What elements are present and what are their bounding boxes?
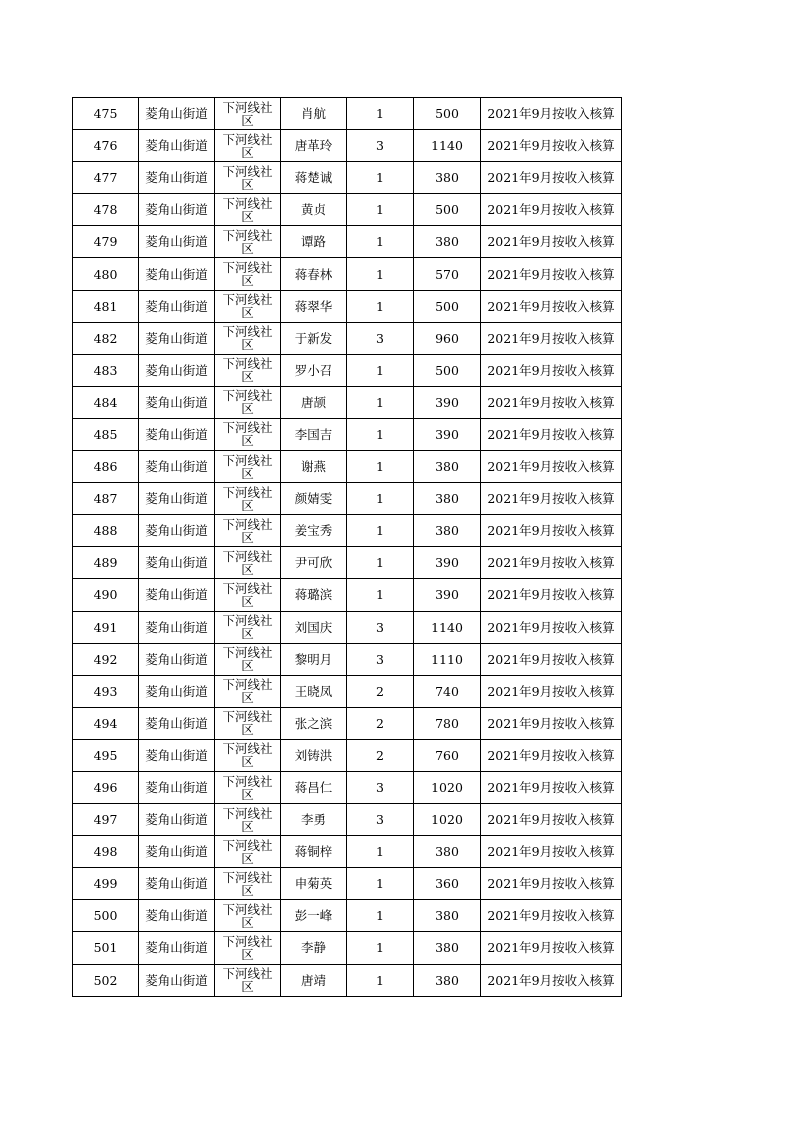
table-row bbox=[73, 290, 622, 322]
community-text: 下河线社区 bbox=[222, 548, 273, 577]
cell-amount: 760 bbox=[414, 739, 481, 771]
cell-community bbox=[215, 515, 281, 547]
cell-note: 2021年9月按收入核算 bbox=[481, 418, 622, 450]
cell-street: 菱角山街道 bbox=[139, 643, 215, 675]
cell-serial-number: 490 bbox=[73, 579, 139, 611]
cell-serial-number: 487 bbox=[73, 483, 139, 515]
cell-note: 2021年9月按收入核算 bbox=[481, 836, 622, 868]
cell-note: 2021年9月按收入核算 bbox=[481, 675, 622, 707]
cell-serial-number: 499 bbox=[73, 868, 139, 900]
cell-amount: 390 bbox=[414, 386, 481, 418]
cell-street: 菱角山街道 bbox=[139, 386, 215, 418]
cell-note: 2021年9月按收入核算 bbox=[481, 643, 622, 675]
cell-name: 罗小召 bbox=[281, 354, 347, 386]
cell-community bbox=[215, 451, 281, 483]
cell-name: 尹可欣 bbox=[281, 547, 347, 579]
cell-note: 2021年9月按收入核算 bbox=[481, 515, 622, 547]
table-row bbox=[73, 739, 622, 771]
table-row bbox=[73, 98, 622, 130]
cell-note: 2021年9月按收入核算 bbox=[481, 739, 622, 771]
cell-street: 菱角山街道 bbox=[139, 707, 215, 739]
table-row bbox=[73, 611, 622, 643]
cell-name: 谭路 bbox=[281, 226, 347, 258]
cell-serial-number: 486 bbox=[73, 451, 139, 483]
cell-household-size: 1 bbox=[347, 226, 414, 258]
cell-household-size: 1 bbox=[347, 900, 414, 932]
community-text: 下河线社区 bbox=[222, 805, 273, 834]
table-row bbox=[73, 932, 622, 964]
table-row bbox=[73, 451, 622, 483]
cell-note: 2021年9月按收入核算 bbox=[481, 483, 622, 515]
table-row bbox=[73, 226, 622, 258]
table-row bbox=[73, 354, 622, 386]
cell-household-size: 1 bbox=[347, 483, 414, 515]
cell-name: 蒋楚诚 bbox=[281, 162, 347, 194]
cell-street: 菱角山街道 bbox=[139, 611, 215, 643]
cell-street: 菱角山街道 bbox=[139, 354, 215, 386]
table-row bbox=[73, 771, 622, 803]
cell-street: 菱角山街道 bbox=[139, 964, 215, 996]
community-text: 下河线社区 bbox=[222, 741, 273, 770]
cell-serial-number: 497 bbox=[73, 804, 139, 836]
cell-household-size: 1 bbox=[347, 258, 414, 290]
cell-serial-number: 483 bbox=[73, 354, 139, 386]
cell-amount: 380 bbox=[414, 964, 481, 996]
cell-amount: 380 bbox=[414, 451, 481, 483]
table-row bbox=[73, 194, 622, 226]
table-row bbox=[73, 707, 622, 739]
cell-household-size: 1 bbox=[347, 290, 414, 322]
cell-amount: 380 bbox=[414, 226, 481, 258]
table-row bbox=[73, 900, 622, 932]
cell-name: 李国吉 bbox=[281, 418, 347, 450]
cell-note: 2021年9月按收入核算 bbox=[481, 771, 622, 803]
community-text: 下河线社区 bbox=[222, 613, 273, 642]
cell-household-size: 1 bbox=[347, 547, 414, 579]
cell-household-size: 3 bbox=[347, 771, 414, 803]
cell-community bbox=[215, 868, 281, 900]
cell-name: 黄贞 bbox=[281, 194, 347, 226]
community-text: 下河线社区 bbox=[222, 388, 273, 417]
cell-serial-number: 501 bbox=[73, 932, 139, 964]
cell-community bbox=[215, 579, 281, 611]
cell-name: 彭一峰 bbox=[281, 900, 347, 932]
cell-community bbox=[215, 194, 281, 226]
cell-household-size: 2 bbox=[347, 707, 414, 739]
cell-name: 张之滨 bbox=[281, 707, 347, 739]
cell-name: 蒋铜梓 bbox=[281, 836, 347, 868]
cell-serial-number: 500 bbox=[73, 900, 139, 932]
cell-name: 唐颉 bbox=[281, 386, 347, 418]
cell-note: 2021年9月按收入核算 bbox=[481, 354, 622, 386]
community-text: 下河线社区 bbox=[222, 645, 273, 674]
cell-community bbox=[215, 130, 281, 162]
community-text: 下河线社区 bbox=[222, 356, 273, 385]
cell-name: 唐靖 bbox=[281, 964, 347, 996]
cell-street: 菱角山街道 bbox=[139, 900, 215, 932]
community-text: 下河线社区 bbox=[222, 933, 273, 962]
community-text: 下河线社区 bbox=[222, 677, 273, 706]
cell-name: 蒋璐滨 bbox=[281, 579, 347, 611]
cell-note: 2021年9月按收入核算 bbox=[481, 162, 622, 194]
cell-amount: 390 bbox=[414, 547, 481, 579]
cell-note: 2021年9月按收入核算 bbox=[481, 804, 622, 836]
cell-community bbox=[215, 290, 281, 322]
cell-amount: 380 bbox=[414, 483, 481, 515]
cell-community bbox=[215, 643, 281, 675]
community-text: 下河线社区 bbox=[222, 580, 273, 609]
cell-amount: 1020 bbox=[414, 804, 481, 836]
table-row bbox=[73, 418, 622, 450]
cell-household-size: 1 bbox=[347, 579, 414, 611]
cell-street: 菱角山街道 bbox=[139, 868, 215, 900]
cell-note: 2021年9月按收入核算 bbox=[481, 707, 622, 739]
cell-street: 菱角山街道 bbox=[139, 162, 215, 194]
cell-community bbox=[215, 386, 281, 418]
table-row bbox=[73, 322, 622, 354]
cell-community bbox=[215, 547, 281, 579]
cell-household-size: 1 bbox=[347, 836, 414, 868]
cell-serial-number: 493 bbox=[73, 675, 139, 707]
cell-note: 2021年9月按收入核算 bbox=[481, 451, 622, 483]
cell-serial-number: 484 bbox=[73, 386, 139, 418]
cell-name: 蒋昌仁 bbox=[281, 771, 347, 803]
cell-serial-number: 477 bbox=[73, 162, 139, 194]
cell-note: 2021年9月按收入核算 bbox=[481, 226, 622, 258]
cell-serial-number: 488 bbox=[73, 515, 139, 547]
cell-amount: 380 bbox=[414, 900, 481, 932]
cell-street: 菱角山街道 bbox=[139, 932, 215, 964]
cell-note: 2021年9月按收入核算 bbox=[481, 868, 622, 900]
cell-household-size: 3 bbox=[347, 804, 414, 836]
cell-serial-number: 482 bbox=[73, 322, 139, 354]
cell-amount: 380 bbox=[414, 515, 481, 547]
records-table bbox=[72, 97, 622, 997]
cell-amount: 380 bbox=[414, 162, 481, 194]
cell-street: 菱角山街道 bbox=[139, 483, 215, 515]
community-text: 下河线社区 bbox=[222, 709, 273, 738]
table-row bbox=[73, 386, 622, 418]
table-row bbox=[73, 836, 622, 868]
cell-amount: 500 bbox=[414, 98, 481, 130]
cell-street: 菱角山街道 bbox=[139, 675, 215, 707]
table-row bbox=[73, 964, 622, 996]
cell-amount: 360 bbox=[414, 868, 481, 900]
cell-street: 菱角山街道 bbox=[139, 194, 215, 226]
cell-street: 菱角山街道 bbox=[139, 836, 215, 868]
cell-note: 2021年9月按收入核算 bbox=[481, 290, 622, 322]
community-text: 下河线社区 bbox=[222, 260, 273, 289]
cell-street: 菱角山街道 bbox=[139, 451, 215, 483]
cell-community bbox=[215, 932, 281, 964]
cell-note: 2021年9月按收入核算 bbox=[481, 194, 622, 226]
cell-note: 2021年9月按收入核算 bbox=[481, 547, 622, 579]
cell-serial-number: 475 bbox=[73, 98, 139, 130]
community-text: 下河线社区 bbox=[222, 292, 273, 321]
cell-household-size: 1 bbox=[347, 964, 414, 996]
cell-amount: 1140 bbox=[414, 611, 481, 643]
cell-name: 王晓凤 bbox=[281, 675, 347, 707]
cell-household-size: 1 bbox=[347, 386, 414, 418]
cell-community bbox=[215, 162, 281, 194]
cell-amount: 780 bbox=[414, 707, 481, 739]
cell-household-size: 1 bbox=[347, 515, 414, 547]
community-text: 下河线社区 bbox=[222, 966, 273, 995]
cell-community bbox=[215, 98, 281, 130]
table-body bbox=[73, 98, 622, 997]
community-text: 下河线社区 bbox=[222, 420, 273, 449]
cell-serial-number: 496 bbox=[73, 771, 139, 803]
cell-amount: 740 bbox=[414, 675, 481, 707]
cell-note: 2021年9月按收入核算 bbox=[481, 579, 622, 611]
cell-amount: 500 bbox=[414, 290, 481, 322]
cell-household-size: 1 bbox=[347, 932, 414, 964]
cell-name: 申菊英 bbox=[281, 868, 347, 900]
community-text: 下河线社区 bbox=[222, 484, 273, 513]
cell-street: 菱角山街道 bbox=[139, 579, 215, 611]
cell-community bbox=[215, 483, 281, 515]
table-row bbox=[73, 675, 622, 707]
community-text: 下河线社区 bbox=[222, 131, 273, 160]
cell-street: 菱角山街道 bbox=[139, 226, 215, 258]
cell-serial-number: 492 bbox=[73, 643, 139, 675]
cell-note: 2021年9月按收入核算 bbox=[481, 611, 622, 643]
cell-community bbox=[215, 354, 281, 386]
cell-community bbox=[215, 804, 281, 836]
table-row bbox=[73, 643, 622, 675]
community-text: 下河线社区 bbox=[222, 163, 273, 192]
cell-household-size: 1 bbox=[347, 162, 414, 194]
cell-note: 2021年9月按收入核算 bbox=[481, 932, 622, 964]
table-row bbox=[73, 130, 622, 162]
cell-household-size: 1 bbox=[347, 354, 414, 386]
cell-amount: 390 bbox=[414, 579, 481, 611]
cell-community bbox=[215, 418, 281, 450]
community-text: 下河线社区 bbox=[222, 227, 273, 256]
cell-street: 菱角山街道 bbox=[139, 258, 215, 290]
cell-amount: 570 bbox=[414, 258, 481, 290]
table-row bbox=[73, 483, 622, 515]
cell-community bbox=[215, 226, 281, 258]
cell-community bbox=[215, 707, 281, 739]
cell-note: 2021年9月按收入核算 bbox=[481, 386, 622, 418]
cell-serial-number: 491 bbox=[73, 611, 139, 643]
cell-amount: 960 bbox=[414, 322, 481, 354]
cell-household-size: 1 bbox=[347, 418, 414, 450]
table-row bbox=[73, 579, 622, 611]
table-row bbox=[73, 804, 622, 836]
cell-amount: 390 bbox=[414, 418, 481, 450]
cell-street: 菱角山街道 bbox=[139, 515, 215, 547]
table-row bbox=[73, 162, 622, 194]
cell-name: 颜婧雯 bbox=[281, 483, 347, 515]
cell-household-size: 2 bbox=[347, 675, 414, 707]
community-text: 下河线社区 bbox=[222, 837, 273, 866]
cell-community bbox=[215, 964, 281, 996]
community-text: 下河线社区 bbox=[222, 324, 273, 353]
cell-street: 菱角山街道 bbox=[139, 739, 215, 771]
cell-serial-number: 485 bbox=[73, 418, 139, 450]
cell-name: 李静 bbox=[281, 932, 347, 964]
cell-note: 2021年9月按收入核算 bbox=[481, 322, 622, 354]
community-text: 下河线社区 bbox=[222, 516, 273, 545]
community-text: 下河线社区 bbox=[222, 901, 273, 930]
cell-household-size: 3 bbox=[347, 322, 414, 354]
cell-note: 2021年9月按收入核算 bbox=[481, 98, 622, 130]
cell-serial-number: 502 bbox=[73, 964, 139, 996]
cell-household-size: 1 bbox=[347, 98, 414, 130]
cell-community bbox=[215, 611, 281, 643]
table-row bbox=[73, 547, 622, 579]
cell-note: 2021年9月按收入核算 bbox=[481, 964, 622, 996]
cell-serial-number: 495 bbox=[73, 739, 139, 771]
cell-street: 菱角山街道 bbox=[139, 130, 215, 162]
cell-amount: 500 bbox=[414, 194, 481, 226]
cell-note: 2021年9月按收入核算 bbox=[481, 900, 622, 932]
cell-serial-number: 489 bbox=[73, 547, 139, 579]
cell-street: 菱角山街道 bbox=[139, 290, 215, 322]
community-text: 下河线社区 bbox=[222, 452, 273, 481]
cell-name: 蒋翠华 bbox=[281, 290, 347, 322]
community-text: 下河线社区 bbox=[222, 869, 273, 898]
cell-street: 菱角山街道 bbox=[139, 547, 215, 579]
cell-community bbox=[215, 836, 281, 868]
cell-street: 菱角山街道 bbox=[139, 98, 215, 130]
cell-street: 菱角山街道 bbox=[139, 418, 215, 450]
cell-amount: 1140 bbox=[414, 130, 481, 162]
cell-community bbox=[215, 739, 281, 771]
cell-name: 姜宝秀 bbox=[281, 515, 347, 547]
cell-note: 2021年9月按收入核算 bbox=[481, 258, 622, 290]
cell-name: 黎明月 bbox=[281, 643, 347, 675]
cell-household-size: 1 bbox=[347, 194, 414, 226]
community-text: 下河线社区 bbox=[222, 773, 273, 802]
cell-serial-number: 476 bbox=[73, 130, 139, 162]
cell-amount: 380 bbox=[414, 932, 481, 964]
cell-amount: 1020 bbox=[414, 771, 481, 803]
cell-name: 于新发 bbox=[281, 322, 347, 354]
cell-amount: 500 bbox=[414, 354, 481, 386]
cell-serial-number: 480 bbox=[73, 258, 139, 290]
cell-name: 肖航 bbox=[281, 98, 347, 130]
cell-serial-number: 478 bbox=[73, 194, 139, 226]
cell-household-size: 3 bbox=[347, 611, 414, 643]
cell-amount: 1110 bbox=[414, 643, 481, 675]
cell-name: 李勇 bbox=[281, 804, 347, 836]
cell-amount: 380 bbox=[414, 836, 481, 868]
cell-community bbox=[215, 258, 281, 290]
community-text: 下河线社区 bbox=[222, 99, 273, 128]
cell-name: 蒋春林 bbox=[281, 258, 347, 290]
cell-community bbox=[215, 675, 281, 707]
cell-serial-number: 481 bbox=[73, 290, 139, 322]
cell-serial-number: 479 bbox=[73, 226, 139, 258]
table-row bbox=[73, 868, 622, 900]
cell-household-size: 3 bbox=[347, 643, 414, 675]
cell-street: 菱角山街道 bbox=[139, 322, 215, 354]
table-row bbox=[73, 515, 622, 547]
cell-note: 2021年9月按收入核算 bbox=[481, 130, 622, 162]
cell-name: 刘铸洪 bbox=[281, 739, 347, 771]
cell-household-size: 2 bbox=[347, 739, 414, 771]
cell-street: 菱角山街道 bbox=[139, 771, 215, 803]
cell-name: 谢燕 bbox=[281, 451, 347, 483]
cell-household-size: 3 bbox=[347, 130, 414, 162]
community-text: 下河线社区 bbox=[222, 195, 273, 224]
cell-community bbox=[215, 322, 281, 354]
cell-serial-number: 494 bbox=[73, 707, 139, 739]
cell-community bbox=[215, 900, 281, 932]
cell-serial-number: 498 bbox=[73, 836, 139, 868]
cell-household-size: 1 bbox=[347, 451, 414, 483]
cell-street: 菱角山街道 bbox=[139, 804, 215, 836]
cell-community bbox=[215, 771, 281, 803]
cell-name: 刘国庆 bbox=[281, 611, 347, 643]
cell-household-size: 1 bbox=[347, 868, 414, 900]
cell-name: 唐革玲 bbox=[281, 130, 347, 162]
table-row bbox=[73, 258, 622, 290]
